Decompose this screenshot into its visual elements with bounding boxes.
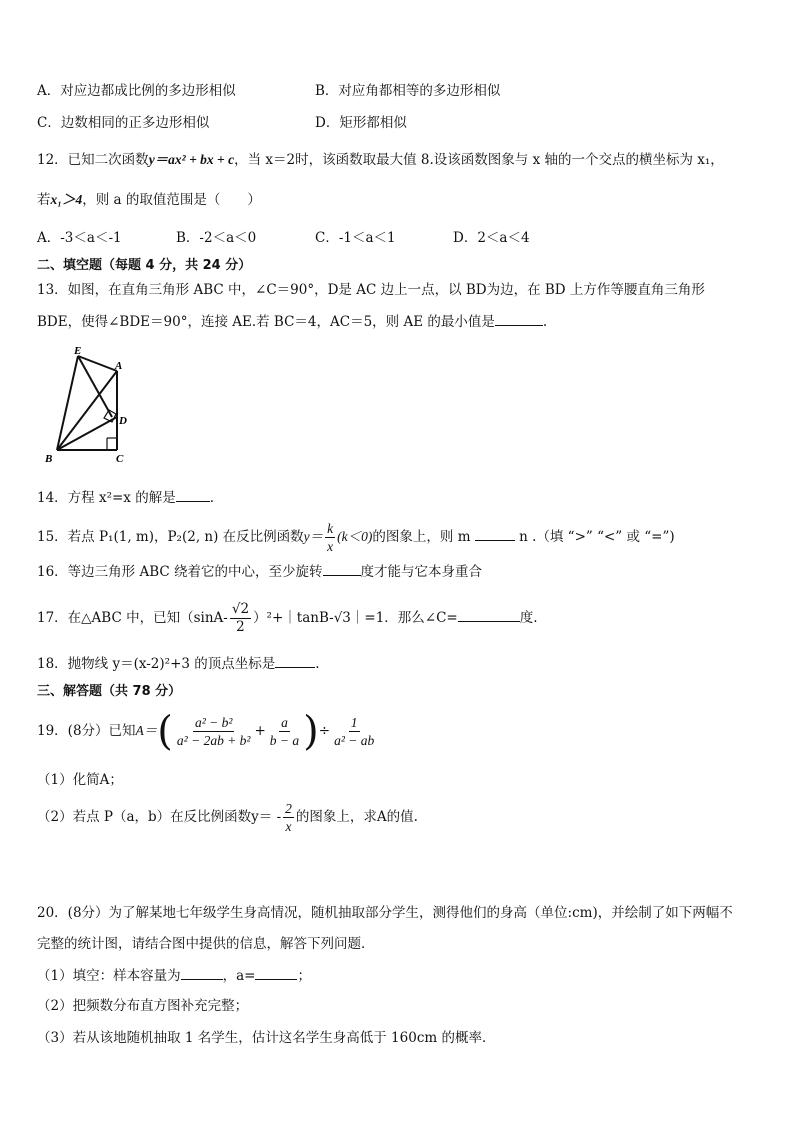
q15-frac-num: k	[327, 521, 334, 536]
q20-line1: 20．(8分）为了解某地七年级学生身高情况，随机抽取部分学生，测得他们的身高（单位:cm)，并绘制了如下两幅不	[37, 905, 733, 921]
q14-line	[37, 487, 214, 508]
q19-f2-num: a	[281, 715, 288, 730]
q15-y-eq: y＝	[303, 529, 324, 544]
q19-a-eq: A＝	[135, 723, 158, 738]
edge-bd	[57, 417, 117, 450]
q19-right-paren: )	[303, 708, 319, 755]
q16-suffix: 度才能与它本身重合	[360, 564, 483, 580]
q19-f3-den: a² − ab	[334, 733, 375, 748]
q19-div: ÷	[318, 723, 331, 739]
q12-option-b: B．-2＜a＜0	[176, 230, 257, 246]
q20-line2: 完整的统计图，请结合图中提供的信息，解答下列问题．	[37, 936, 375, 952]
q15-frac-den: x	[327, 539, 334, 554]
q19-sub2-fraction	[283, 800, 294, 835]
q12-line1	[37, 150, 724, 170]
q12-option-a: A．-3＜a＜-1	[37, 230, 122, 246]
q20-a-value-blank[interactable]	[255, 965, 297, 980]
q19-sub1: （1）化简A；	[37, 772, 123, 788]
q17-answer-blank[interactable]	[458, 607, 520, 622]
q12-line2-suffix: ，则 a 的取值范围是（ ）	[82, 192, 261, 208]
section-fill-in-heading: 二、填空题（每题 4 分，共 24 分）	[37, 258, 252, 273]
q19-f3-num: 1	[350, 715, 358, 730]
q20-sub1-mid: ，a=	[222, 968, 256, 984]
q19-fraction-1	[175, 714, 253, 749]
q13-line2-end: .	[542, 314, 548, 330]
q11-option-d: D．矩形都相似	[315, 115, 407, 131]
q12-condition: ，当 x＝2时，该函数取最大值 8.设该函数图象与 x 轴的一个交点的横坐标为 x₁，	[234, 152, 724, 168]
q11-option-a: A．对应边都成比例的多边形相似	[37, 83, 236, 99]
q17-after: ｜=1．那么∠C=	[350, 610, 458, 626]
q12-number: 12．已知二次函数	[37, 152, 149, 168]
q13-line2	[37, 311, 547, 332]
q19-sub2	[37, 800, 418, 835]
q13-figure	[40, 342, 140, 468]
q15-answer-blank[interactable]	[475, 526, 515, 541]
q19-prefix: 19．(8分）已知	[37, 723, 136, 739]
q17-sqrt3: √3	[333, 610, 351, 626]
q19-sub2-suffix: 的图象上，求A的值.	[295, 809, 418, 825]
q20-sub1	[37, 965, 311, 986]
q19-fraction-2	[268, 714, 301, 749]
q19-fraction-3	[332, 714, 376, 749]
q17-frac-num: √2	[231, 601, 250, 617]
q19-left-paren: (	[157, 708, 173, 755]
q20-sub3: （3）若从该地随机抽取 1 名学生，估计这名学生身高低于 160cm 的概率．	[37, 1030, 496, 1046]
q12-option-d: D．2＜a＜4	[453, 230, 530, 246]
label-c: C	[116, 453, 124, 465]
q12-line2-var: x₁＞4	[50, 192, 83, 207]
q12-line2	[37, 190, 261, 210]
q13-line1: 13．如图，在直角三角形 ABC 中，∠C＝90°，D是 AC 边上一点，以 BD为边，在 BD 上方作等腰直角三角形	[37, 282, 705, 298]
q12-line2-prefix: 若	[37, 192, 51, 208]
q15-fraction	[325, 520, 335, 555]
q16-answer-blank[interactable]	[323, 561, 361, 576]
q14-end: .	[209, 490, 215, 506]
q12-function: y＝ax² + bx + c	[148, 152, 235, 167]
label-d: D	[119, 415, 127, 427]
q15-suffix: n .（填 “>” “<” 或 “=”)	[519, 529, 675, 545]
q19-sub2-prefix: （2）若点 P（a，b）在反比例函数y＝ -	[37, 809, 282, 825]
q20-sample-size-blank[interactable]	[181, 965, 223, 980]
q18-answer-blank[interactable]	[275, 653, 315, 668]
q17-fraction	[230, 601, 251, 636]
q16-line	[37, 561, 482, 582]
q19-sub2-den: x	[285, 819, 292, 834]
q19-f1-num: a² − b²	[194, 715, 233, 730]
q20-sub1-end: ；	[297, 968, 311, 984]
q11-option-c: C．边数相同的正多边形相似	[37, 115, 210, 131]
q19-f1-den: a² − 2ab + b²	[176, 733, 251, 748]
q17-line	[37, 598, 538, 638]
q15-line	[37, 520, 675, 555]
q18-line	[37, 653, 320, 674]
q14-answer-blank[interactable]	[176, 487, 210, 502]
q17-frac-den: 2	[236, 619, 245, 635]
q15-condition: (k＜0)	[337, 529, 373, 544]
label-a: A	[115, 360, 123, 372]
q20-sub2: （2）把频数分布直方图补充完整；	[37, 998, 249, 1014]
edge-ea	[78, 356, 117, 371]
q17-middle: ）²+｜tanB-	[253, 610, 334, 626]
q19-line	[37, 705, 378, 757]
q18-end: .	[315, 656, 320, 672]
q13-answer-blank[interactable]	[495, 311, 543, 326]
q14-text: 14．方程 x²=x 的解是	[37, 490, 176, 506]
q12-option-c: C．-1＜a＜1	[315, 230, 396, 246]
q19-plus: +	[254, 723, 266, 739]
q20-sub1-prefix: （1）填空：样本容量为	[37, 968, 181, 984]
q15-middle: 的图象上，则 m	[372, 529, 471, 545]
label-b: B	[45, 453, 53, 465]
q11-option-b: B．对应角都相等的多边形相似	[315, 83, 501, 99]
label-e: E	[74, 345, 82, 357]
q13-line2-text: BDE，使得∠BDE＝90°，连接 AE.若 BC＝4，AC＝5，则 AE 的最小值是	[37, 314, 495, 330]
q18-text: 18．抛物线 y＝(x-2)²+3 的顶点坐标是	[37, 656, 276, 672]
q19-sub2-num: 2	[285, 801, 292, 816]
section-solve-heading: 三、解答题（共 78 分）	[37, 684, 182, 699]
q19-f2-den: b − a	[269, 733, 300, 748]
q17-suffix: 度.	[519, 610, 538, 626]
edge-ed	[78, 356, 112, 417]
q15-prefix: 15．若点 P₁(1, m)，P₂(2, n) 在反比例函数	[37, 529, 304, 545]
q17-prefix: 17．在△ABC 中，已知（sinA-	[37, 610, 228, 626]
q16-prefix: 16．等边三角形 ABC 绕着它的中心，至少旋转	[37, 564, 323, 580]
